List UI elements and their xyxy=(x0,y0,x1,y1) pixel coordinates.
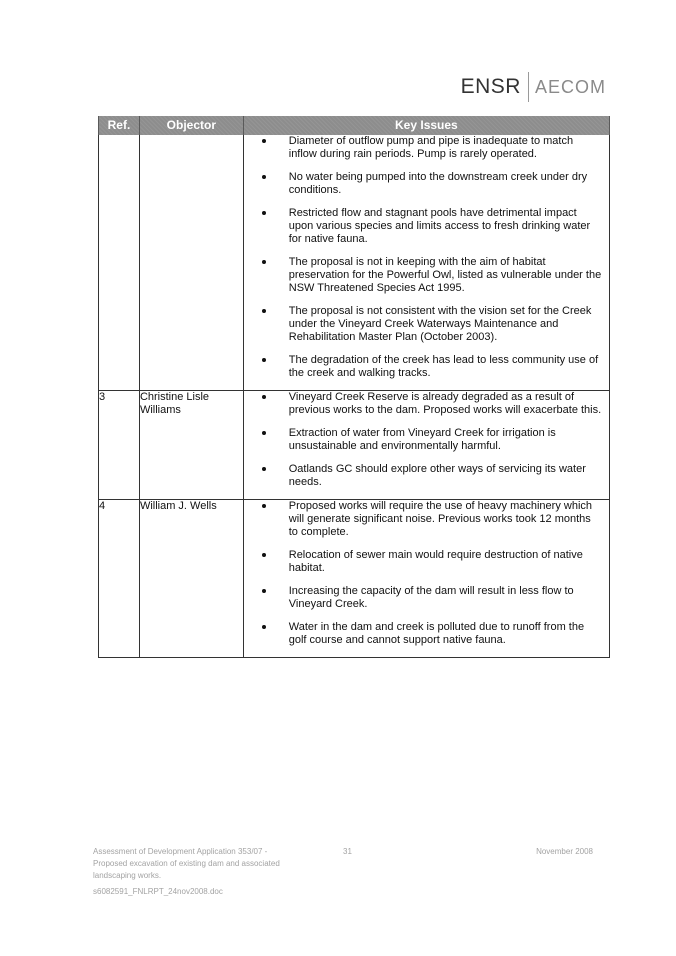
issue-item: Diameter of outflow pump and pipe is inadequate to match inflow during rain periods. Pump is rarely operated. xyxy=(244,135,609,161)
issue-item: Increasing the capacity of the dam will result in less flow to Vineyard Creek. xyxy=(244,585,609,611)
header-ref: Ref. xyxy=(99,116,140,135)
logo-ensr: ENSR xyxy=(460,75,521,98)
logo-divider xyxy=(528,72,529,102)
issue-item: Oatlands GC should explore other ways of servicing its water needs. xyxy=(244,463,609,489)
page-number: 31 xyxy=(343,847,352,856)
footer-line: Proposed excavation of existing dam and associated xyxy=(93,859,280,868)
company-logo xyxy=(461,72,606,102)
page-footer xyxy=(93,846,593,896)
logo-aecom: AECOM xyxy=(534,76,606,97)
issue-item: No water being pumped into the downstream creek under dry conditions. xyxy=(244,171,609,197)
footer-title xyxy=(93,846,323,882)
key-issues-cell xyxy=(243,135,609,391)
footer-filename: s6082591_FNLRPT_24nov2008.doc xyxy=(93,887,223,896)
table-row xyxy=(99,391,610,500)
issue-item: The degradation of the creek has lead to less community use of the creek and walking tracks. xyxy=(244,354,609,380)
objector-cell: Christine Lisle Williams xyxy=(139,391,243,500)
ref-cell: 3 xyxy=(99,391,140,500)
table-row xyxy=(99,500,610,658)
footer-line: landscaping works. xyxy=(93,871,162,880)
issue-item: Vineyard Creek Reserve is already degraded as a result of previous works to the dam. Proposed works will exacerbate this. xyxy=(244,391,609,417)
key-issues-cell xyxy=(243,391,609,500)
key-issues-cell xyxy=(243,500,609,658)
issue-item: The proposal is not consistent with the vision set for the Creek under the Vineyard Creek Waterways Maintenance and Rehabilitation Master Plan (October 2003). xyxy=(244,305,609,344)
header-key-issues: Key Issues xyxy=(243,116,609,135)
issue-item: The proposal is not in keeping with the aim of habitat preservation for the Powerful Owl, listed as vulnerable under the NSW Threatened Species Act 1995. xyxy=(244,256,609,295)
ref-cell xyxy=(99,135,140,391)
table-row xyxy=(99,135,610,391)
issue-item: Proposed works will require the use of heavy machinery which will generate significant noise. Previous works took 12 months to complete. xyxy=(244,500,609,539)
footer-line: Assessment of Development Application 353/07 - xyxy=(93,847,268,856)
objector-cell xyxy=(139,135,243,391)
objector-cell: William J. Wells xyxy=(139,500,243,658)
header-objector: Objector xyxy=(139,116,243,135)
issue-item: Water in the dam and creek is polluted due to runoff from the golf course and cannot support native fauna. xyxy=(244,621,609,647)
footer-date: November 2008 xyxy=(536,847,593,856)
issue-item: Restricted flow and stagnant pools have detrimental impact upon various species and limits access to fresh drinking water for native fauna. xyxy=(244,207,609,246)
issue-item: Relocation of sewer main would require destruction of native habitat. xyxy=(244,549,609,575)
table-header-row xyxy=(99,116,610,135)
issue-item: Extraction of water from Vineyard Creek for irrigation is unsustainable and environmentally harmful. xyxy=(244,427,609,453)
objections-table xyxy=(98,116,610,658)
ref-cell: 4 xyxy=(99,500,140,658)
